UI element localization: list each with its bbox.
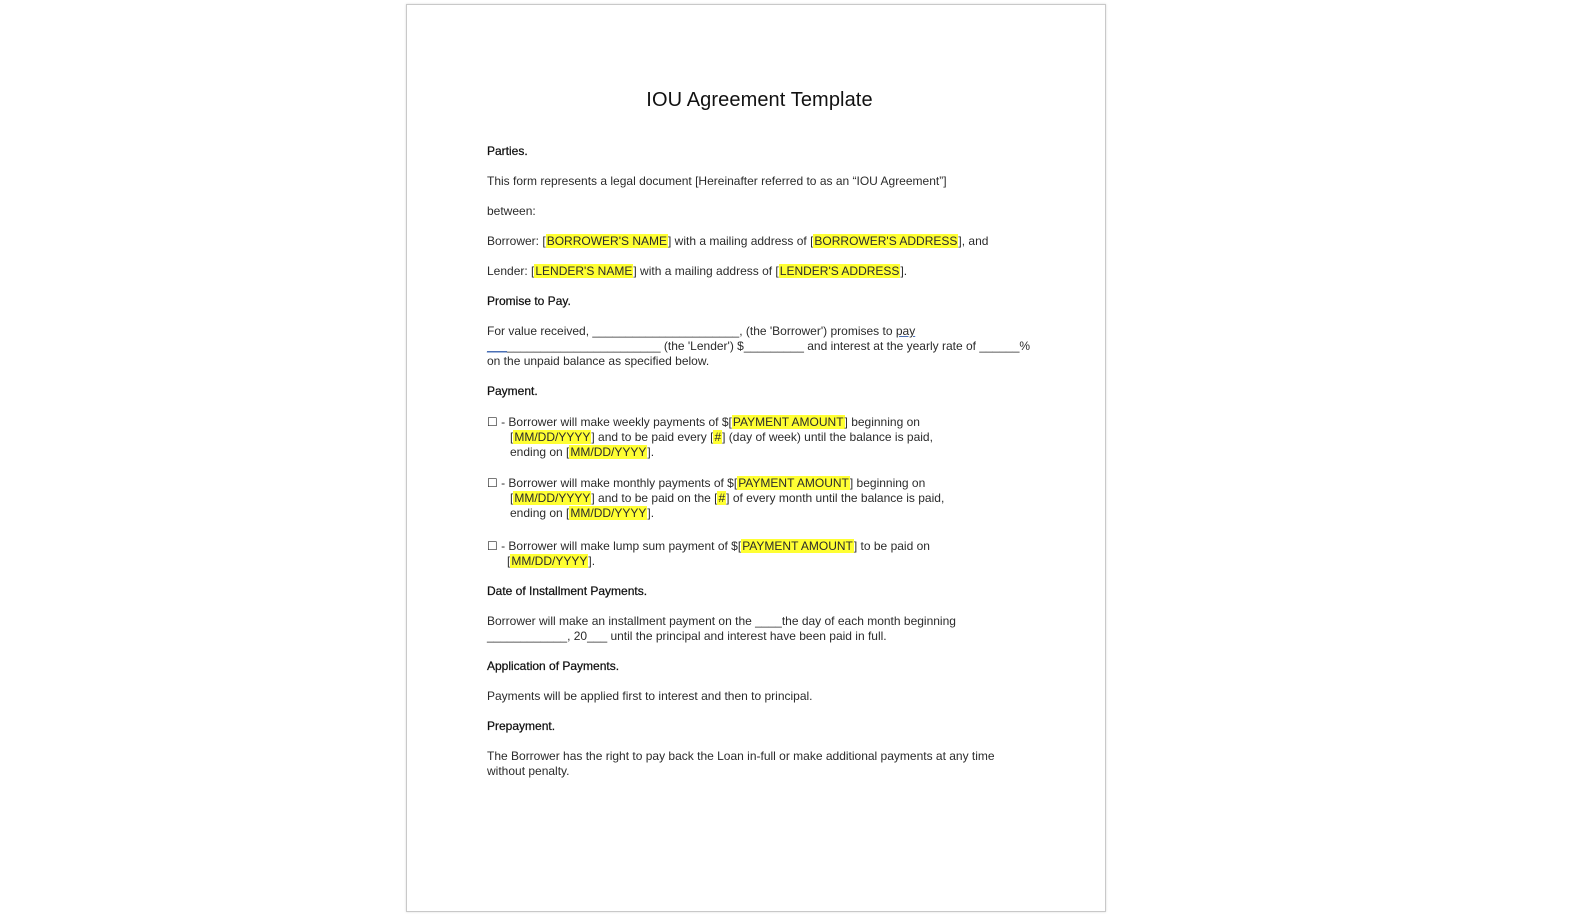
prepayment-line-1: The Borrower has the right to pay back the Loan in-full or make additional payments at any time (487, 749, 995, 763)
section-heading-prepayment: Prepayment. (487, 719, 556, 733)
borrower-suffix: ], and (958, 234, 989, 248)
weekly-day-placeholder: # (714, 430, 722, 444)
lender-address-placeholder: LENDER'S ADDRESS (779, 264, 900, 278)
document-page (406, 4, 1106, 912)
weekly-end-date-placeholder: MM/DD/YYYY (570, 445, 647, 459)
borrower-address-placeholder: BORROWER'S ADDRESS (814, 234, 958, 248)
lump-text-2a: [ (507, 554, 511, 568)
lender-mid: ] with a mailing address of [ (633, 264, 779, 278)
weekly-text-3b: ]. (647, 445, 655, 459)
lump-text-1a: - Borrower will make lump sum payment of $[ (497, 539, 742, 553)
weekly-option-line-2 (487, 430, 933, 445)
borrower-prefix: Borrower: [ (487, 234, 546, 248)
promise-line-2-dash: ___ (487, 339, 508, 353)
document-title: IOU Agreement Template (646, 89, 873, 111)
promise-pay-word: pay (895, 324, 916, 338)
monthly-text-2c: ] of every month until the balance is paid, (726, 491, 945, 505)
parties-between-line: between: (487, 204, 536, 218)
monthly-start-date-placeholder: MM/DD/YYYY (514, 491, 591, 505)
monthly-option-line-1 (487, 476, 925, 491)
weekly-text-2b: ] and to be paid every [ (591, 430, 714, 444)
lump-text-2b: ]. (588, 554, 596, 568)
monthly-checkbox[interactable]: ☐ (487, 476, 498, 490)
promise-line-2 (487, 339, 1030, 354)
lender-line (487, 264, 907, 279)
section-heading-installment: Date of Installment Payments. (487, 584, 648, 598)
lump-amount-placeholder: PAYMENT AMOUNT (742, 539, 853, 553)
monthly-amount-placeholder: PAYMENT AMOUNT (738, 476, 849, 490)
prepayment-line-2: without penalty. (487, 764, 570, 778)
application-line-1: Payments will be applied first to interest and then to principal. (487, 689, 813, 703)
weekly-checkbox[interactable]: ☐ (487, 415, 498, 429)
installment-line-2: ____________, 20___ until the principal and interest have been paid in full. (487, 629, 887, 643)
lender-name-placeholder: LENDER'S NAME (535, 264, 633, 278)
lump-date-placeholder: MM/DD/YYYY (511, 554, 588, 568)
monthly-end-date-placeholder: MM/DD/YYYY (570, 506, 647, 520)
monthly-text-2b: ] and to be paid on the [ (591, 491, 718, 505)
weekly-text-1a: - Borrower will make weekly payments of $[ (497, 415, 732, 429)
monthly-text-2a: [ (510, 491, 514, 505)
monthly-text-3a: ending on [ (510, 506, 570, 520)
section-heading-promise: Promise to Pay. (487, 294, 571, 308)
monthly-text-1a: - Borrower will make monthly payments of $[ (497, 476, 738, 490)
monthly-option-line-3 (487, 506, 654, 521)
monthly-text-1b: ] beginning on (849, 476, 926, 490)
monthly-text-3b: ]. (647, 506, 655, 520)
weekly-text-2a: [ (510, 430, 514, 444)
installment-line-1: Borrower will make an installment payment on the ____the day of each month beginning (487, 614, 956, 628)
borrower-name-placeholder: BORROWER'S NAME (546, 234, 667, 248)
lump-checkbox[interactable]: ☐ (487, 539, 498, 553)
monthly-day-placeholder: # (718, 491, 726, 505)
borrower-line (487, 234, 988, 249)
lump-text-1b: ] to be paid on (853, 539, 930, 553)
weekly-text-2c: ] (day of week) until the balance is paid, (722, 430, 933, 444)
lump-option-line-1 (487, 539, 930, 554)
weekly-option-line-1 (487, 415, 920, 430)
promise-line-1 (487, 324, 915, 339)
weekly-amount-placeholder: PAYMENT AMOUNT (732, 415, 844, 429)
promise-line-3: on the unpaid balance as specified below. (487, 354, 710, 368)
lender-prefix: Lender: [ (487, 264, 535, 278)
parties-intro-line: This form represents a legal document [Hereinafter referred to as an “IOU Agreement”] (487, 174, 947, 188)
promise-line-2-text: _______________________ (the 'Lender') $_________ and interest at the yearly rate of ______% (507, 339, 1031, 353)
lender-suffix: ]. (900, 264, 908, 278)
section-heading-application: Application of Payments. (487, 659, 620, 673)
section-heading-payment: Payment. (487, 384, 538, 398)
section-heading-parties: Parties. (487, 144, 528, 158)
weekly-start-date-placeholder: MM/DD/YYYY (514, 430, 591, 444)
weekly-text-3a: ending on [ (510, 445, 570, 459)
monthly-option-line-2 (487, 491, 944, 506)
weekly-option-line-3 (487, 445, 654, 460)
borrower-mid: ] with a mailing address of [ (668, 234, 814, 248)
weekly-text-1b: ] beginning on (844, 415, 920, 429)
promise-line-1-text: For value received, ______________________, (the 'Borrower') promises to (487, 324, 896, 338)
lump-option-line-2 (487, 554, 595, 569)
